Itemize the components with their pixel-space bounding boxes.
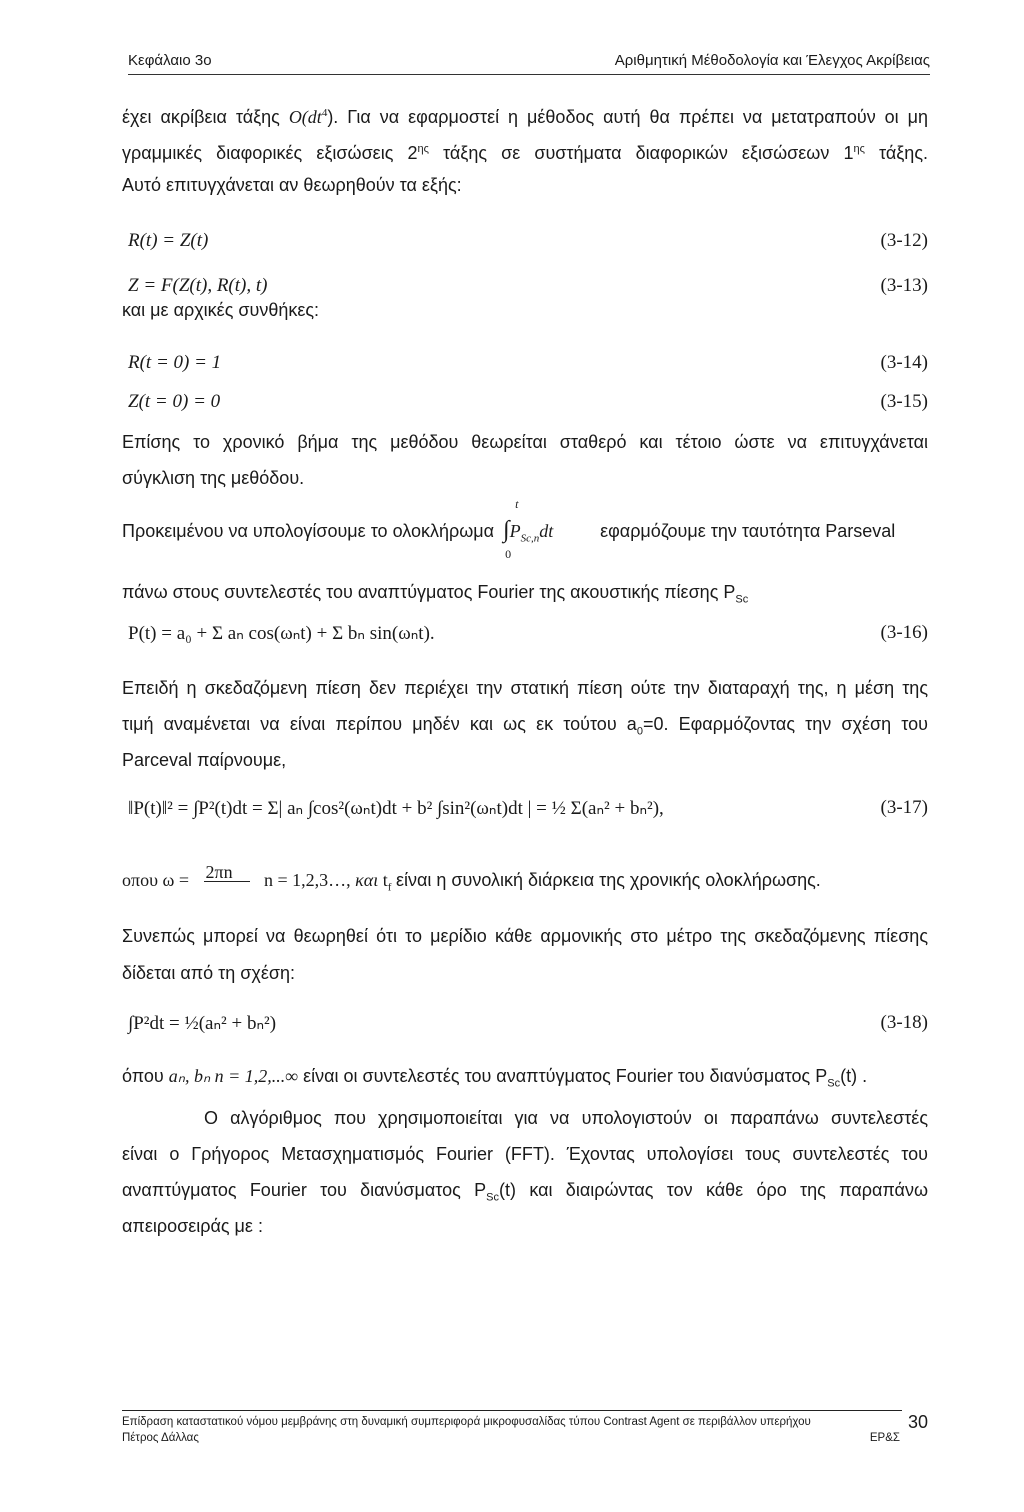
footer-thesis-title: Επίδραση καταστατικού νόμου μεμβράνης στη δυναμική συμπεριφορά μικροφυσαλίδας τύπου Contrast Agent σε περιβάλλον υπερήχου [122, 1416, 811, 1428]
paragraph-mean-line2: τιμή αναμένεται να είναι περίπου μηδέν και ως εκ τούτου $a_0=0$. Εφαρμόζοντας την σχέση του [122, 714, 928, 738]
paragraph-mean-line3: Parceval παίρνουμε, [122, 750, 287, 770]
footer-rule [122, 1410, 902, 1411]
equation-3-18: ∫P²dt = ½(aₙ² + bₙ²) (3-18) [128, 1012, 928, 1034]
paragraph-mean: Επειδή η σκεδαζόμενη πίεση δεν περιέχει την στατική πίεση ούτε την διαταραχή της, η μέση της [122, 678, 928, 698]
header-title: Αριθμητική Μέθοδολογία και Έλεγχος Ακρίβειας [614, 52, 930, 69]
paragraph-parseval-line2: πάνω στους συντελεστές του αναπτύγματος Fourier της ακουστικής πίεσης $P_{Sc}$ [122, 582, 749, 606]
equation-3-17: ‖P(t)‖² = ∫P²(t)dt = Σ| aₙ ∫cos²(ωₙt)dt + b² ∫sin²(ωₙt)dt | = ½ Σ(aₙ² + bₙ²), (3-17) [128, 797, 928, 819]
equation-3-12: R(t) = Z(t) (3-12) [128, 230, 928, 251]
paragraph-accuracy-line2: γραμμικές διαφορικές εξισώσεις $2^{\eta\varsigma}$ τάξης σε συστήματα διαφορικών εξισώσεων $1^{\eta\varsigma}$ τάξης. [122, 143, 928, 163]
equation-3-13: Z = F(Z(t), R(t), t) (3-13) [128, 275, 928, 296]
omega-definition: οπου ω = 2πn n = 1,2,3…, και $t_f$ είναι η συνολική διάρκεια της χρονικής ολοκλήρωσης. [122, 862, 821, 894]
paragraph-timestep: Επίσης το χρονικό βήμα της μεθόδου θεωρείται σταθερό και τέτοιο ώστε να επιτυγχάνεται [122, 432, 928, 452]
equation-3-16: P(t) = a₀ + Σ aₙ cos(ωₙt) + Σ bₙ sin(ωₙt). (3-16) [128, 622, 928, 644]
paragraph-accuracy-line3: Αυτό επιτυγχάνεται αν θεωρηθούν τα εξής: [122, 175, 462, 195]
header-chapter: Κεφάλαιο 3ο [128, 52, 212, 69]
paragraph-harmonic-line2: δίδεται από τη σχέση: [122, 963, 295, 983]
footer-dept: ΕΡ&Σ [869, 1432, 900, 1444]
page-footer [122, 1414, 928, 1446]
running-header [128, 52, 930, 75]
paragraph-fft: Ο αλγόριθμος που χρησιμοποιείται για να υπολογιστούν οι παραπάνω συντελεστές [204, 1108, 928, 1128]
fraction-2pn: 2πn [204, 881, 250, 882]
paragraph-parseval: Προκειμένου να υπολογίσουμε το ολοκλήρωμα t $\int P_{Sc,n}dt$ 0 εφαρμόζουμε την ταυτότητα Parseval [122, 497, 896, 561]
paragraph-timestep-line2: σύγκλιση της μεθόδου. [122, 468, 305, 488]
footer-author: Πέτρος Δάλλας [122, 1432, 199, 1444]
equation-3-14: R(t = 0) = 1 (3-14) [128, 352, 928, 373]
page-number: 30 [907, 1412, 928, 1432]
paragraph-accuracy: έχει ακρίβεια τάξης $O(dt^4)$. Για να εφαρμοστεί η μέθοδος αυτή θα πρέπει να μετατραπούν οι μη [122, 107, 929, 127]
paragraph-coefficients: όπου aₙ, bₙ n = 1,2,...∞ είναι οι συντελεστές του αναπτύγματος Fourier του διανύσματος $P_{Sc}(t)$ . [122, 1066, 868, 1090]
paragraph-fft-line2: είναι ο Γρήγορος Μετασχηματισμός Fourier (FFT). Έχοντας υπολογίσει τους συντελεστές του [122, 1144, 928, 1164]
paragraph-fft-line3: αναπτύγματος Fourier του διανύσματος $P_{Sc}(t)$ και διαιρώντας τον κάθε όρο της παραπάνω [122, 1180, 928, 1204]
paragraph-fft-line4: απειροσειράς με : [122, 1216, 263, 1236]
initial-conditions-label: και με αρχικές συνθήκες: [122, 300, 320, 320]
equation-3-15: Z(t = 0) = 0 (3-15) [128, 391, 928, 412]
paragraph-harmonic: Συνεπώς μπορεί να θεωρηθεί ότι το μερίδιο κάθε αρμονικής στο μέτρο της σκεδαζόμενης πίεσης [122, 926, 928, 946]
integral-expression: t $\int P_{Sc,n}dt$ 0 [503, 497, 554, 561]
